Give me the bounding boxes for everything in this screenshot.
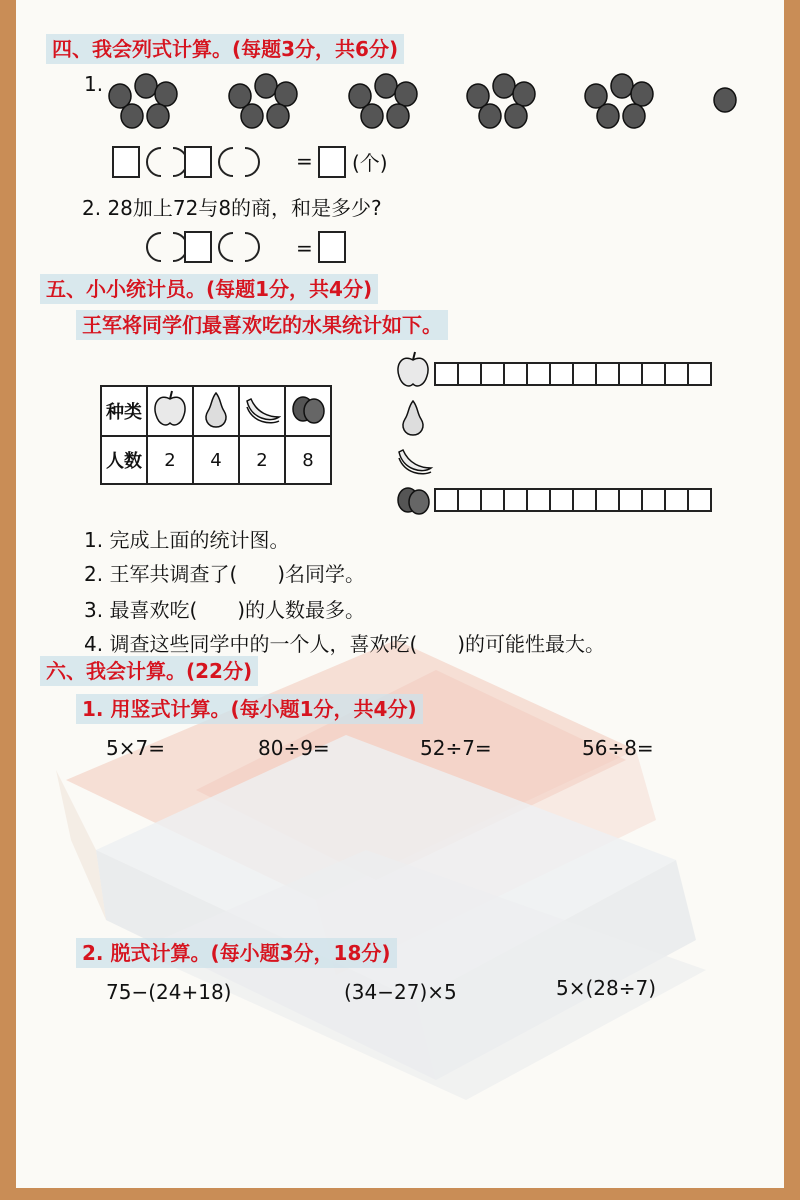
result-box-2[interactable]	[318, 231, 346, 263]
answer-box-3[interactable]	[184, 231, 212, 263]
calc-item-3: 52÷7=	[420, 736, 492, 760]
strawberry-group-5-icon	[582, 72, 662, 132]
question-5-1: 1. 完成上面的统计图。	[84, 528, 290, 552]
strawberry-chart-row[interactable]	[434, 488, 712, 512]
section-6-sub1-heading: 1. 用竖式计算。(每小题1分，共4分)	[76, 694, 423, 724]
question-4-2-text: 2. 28加上72与8的商，和是多少?	[82, 196, 382, 220]
table-cell-strawberry	[285, 386, 331, 436]
section-6-sub2-heading: 2. 脱式计算。(每小题3分，18分)	[76, 938, 397, 968]
result-box-1[interactable]	[318, 146, 346, 178]
calc-item-4: 56÷8=	[582, 736, 654, 760]
table-cell-apple	[147, 386, 193, 436]
answer-box-1[interactable]	[112, 146, 140, 178]
count-pear: 4	[193, 436, 239, 484]
operator-circle-left-4[interactable]	[218, 232, 248, 262]
apple-icon	[152, 389, 188, 429]
question-5-4: 4. 调查这些同学中的一个人，喜欢吃( )的可能性最大。	[84, 632, 606, 656]
stepwise-item-1: 75−(24+18)	[106, 980, 232, 1004]
section-4-heading: 四、我会列式计算。(每题3分，共6分)	[46, 34, 404, 64]
count-apple: 2	[147, 436, 193, 484]
pear-icon	[201, 389, 231, 429]
stepwise-item-3: 5×(28÷7)	[556, 976, 657, 1000]
apple-row-icon	[394, 350, 432, 390]
pear-row-icon	[398, 396, 428, 438]
table-cell-banana	[239, 386, 285, 436]
strawberry-row-icon	[394, 482, 432, 518]
equals-sign-2: =	[296, 236, 313, 260]
operator-circle-left-1[interactable]	[146, 147, 176, 177]
strawberry-group-1-icon	[106, 72, 186, 132]
section-5-intro: 王军将同学们最喜欢吃的水果统计如下。	[76, 310, 448, 340]
table-label-kind: 种类	[101, 386, 147, 436]
count-strawberry: 8	[285, 436, 331, 484]
strawberry-group-4-icon	[464, 72, 544, 132]
apple-chart-row[interactable]	[434, 362, 712, 386]
calc-item-2: 80÷9=	[258, 736, 330, 760]
question-5-2: 2. 王军共调查了( )名同学。	[84, 562, 366, 586]
table-cell-pear	[193, 386, 239, 436]
banana-row-icon	[394, 442, 434, 478]
section-5-heading: 五、小小统计员。(每题1分，共4分)	[40, 274, 378, 304]
section-6-heading: 六、我会计算。(22分)	[40, 656, 258, 686]
question-5-3: 3. 最喜欢吃( )的人数最多。	[84, 598, 366, 622]
operator-circle-left-2[interactable]	[218, 147, 248, 177]
calc-item-1: 5×7=	[106, 736, 165, 760]
strawberry-icon	[290, 391, 326, 427]
worksheet-page	[16, 0, 784, 1188]
operator-circle-right-2[interactable]	[230, 147, 260, 177]
strawberry-single-icon	[710, 84, 740, 114]
count-banana: 2	[239, 436, 285, 484]
banana-icon	[243, 391, 281, 427]
unit-label: (个)	[352, 151, 388, 175]
fruit-stat-table	[100, 385, 332, 485]
table-label-count: 人数	[101, 436, 147, 484]
strawberry-group-2-icon	[226, 72, 306, 132]
equals-sign-1: =	[296, 149, 313, 173]
strawberry-group-3-icon	[346, 72, 426, 132]
operator-circle-left-3[interactable]	[146, 232, 176, 262]
question-4-1-number: 1.	[84, 72, 104, 96]
operator-circle-right-4[interactable]	[230, 232, 260, 262]
stepwise-item-2: (34−27)×5	[344, 980, 457, 1004]
answer-box-2[interactable]	[184, 146, 212, 178]
